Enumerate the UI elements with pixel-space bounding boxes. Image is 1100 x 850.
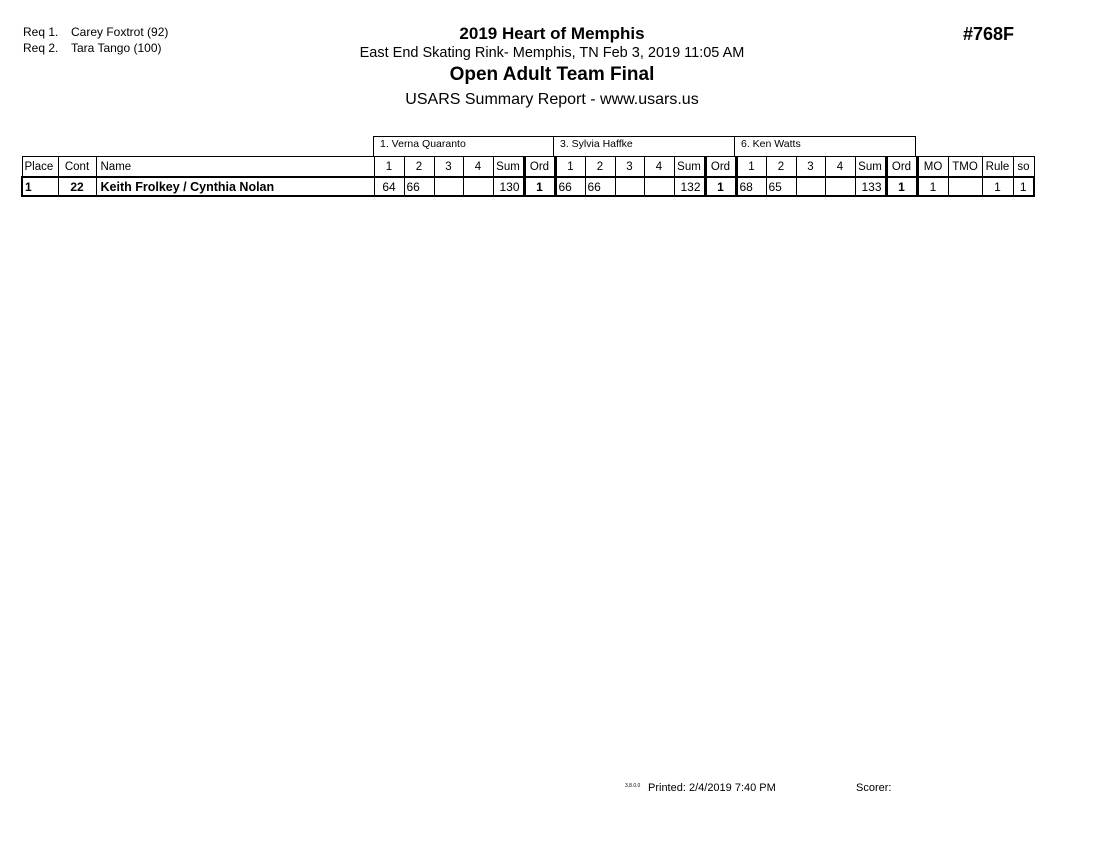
scorer-label: Scorer: bbox=[856, 782, 892, 794]
cell-j2-score-2: 66 bbox=[585, 177, 615, 196]
header-j3-sum: Sum bbox=[855, 157, 886, 178]
cell-j3-score-4 bbox=[825, 177, 855, 196]
event-code: #768F bbox=[963, 24, 1015, 44]
header-name: Name bbox=[96, 157, 374, 178]
printed-timestamp: Printed: 2/4/2019 7:40 PM bbox=[648, 782, 776, 794]
cell-j3-sum: 133 bbox=[855, 177, 886, 196]
report-title: USARS Summary Report - www.usars.us bbox=[405, 91, 699, 108]
cell-j1-score-1: 64 bbox=[374, 177, 404, 196]
cell-j3-ord: 1 bbox=[886, 177, 917, 196]
header-rule: Rule bbox=[982, 157, 1013, 178]
cell-mo: 1 bbox=[917, 177, 948, 196]
header-j3-4: 4 bbox=[825, 157, 855, 178]
cell-j3-score-1: 68 bbox=[736, 177, 766, 196]
header-j1-ord: Ord bbox=[524, 157, 555, 178]
event-title: Open Adult Team Final bbox=[449, 64, 655, 85]
cell-j1-sum: 130 bbox=[493, 177, 524, 196]
cell-j1-score-3 bbox=[434, 177, 463, 196]
header-j2-2: 2 bbox=[585, 157, 615, 178]
header-j1-4: 4 bbox=[463, 157, 493, 178]
header-j2-sum: Sum bbox=[674, 157, 705, 178]
header-j1-1: 1 bbox=[374, 157, 404, 178]
software-version: 3.8.0.0 bbox=[625, 783, 641, 789]
cell-j3-score-2: 65 bbox=[766, 177, 796, 196]
cell-j1-score-4 bbox=[463, 177, 493, 196]
header-j3-ord: Ord bbox=[886, 157, 917, 178]
header-j2-4: 4 bbox=[644, 157, 674, 178]
cell-j2-score-4 bbox=[644, 177, 674, 196]
header-j1-3: 3 bbox=[434, 157, 463, 178]
cell-j2-score-1: 66 bbox=[555, 177, 585, 196]
column-header-row bbox=[22, 157, 1034, 178]
judge-header-2: 3. Sylvia Haffke bbox=[553, 136, 735, 156]
cell-tmo bbox=[948, 177, 982, 196]
cell-cont: 22 bbox=[58, 177, 96, 196]
cell-name: Keith Frolkey / Cynthia Nolan bbox=[96, 177, 374, 196]
header-mo: MO bbox=[917, 157, 948, 178]
requirement-text: Tara Tango (100) bbox=[71, 41, 162, 55]
cell-j1-score-2: 66 bbox=[404, 177, 434, 196]
header-place: Place bbox=[22, 157, 58, 178]
judge-header-3: 6. Ken Watts bbox=[734, 136, 916, 156]
cell-j3-score-3 bbox=[796, 177, 825, 196]
cell-j2-score-3 bbox=[615, 177, 644, 196]
cell-rule: 1 bbox=[982, 177, 1013, 196]
header-j3-2: 2 bbox=[766, 157, 796, 178]
requirement-number: Req 1. bbox=[23, 25, 59, 39]
cell-place: 1 bbox=[22, 177, 58, 196]
cell-j2-ord: 1 bbox=[705, 177, 736, 196]
header-tmo: TMO bbox=[948, 157, 982, 178]
header-j2-ord: Ord bbox=[705, 157, 736, 178]
header-j3-3: 3 bbox=[796, 157, 825, 178]
header-cont: Cont bbox=[58, 157, 96, 178]
header-j2-1: 1 bbox=[555, 157, 585, 178]
header-j1-2: 2 bbox=[404, 157, 434, 178]
header-j2-3: 3 bbox=[615, 157, 644, 178]
header-so: so bbox=[1013, 157, 1034, 178]
judge-header-1: 1. Verna Quaranto bbox=[373, 136, 554, 156]
competition-title: 2019 Heart of Memphis bbox=[459, 24, 645, 43]
results-table bbox=[21, 156, 1035, 197]
requirement-number: Req 2. bbox=[23, 41, 59, 55]
header-j3-1: 1 bbox=[736, 157, 766, 178]
cell-so: 1 bbox=[1013, 177, 1034, 196]
table-row bbox=[22, 177, 1034, 196]
cell-j1-ord: 1 bbox=[524, 177, 555, 196]
venue-date: East End Skating Rink- Memphis, TN Feb 3, 2019 11:05 AM bbox=[359, 45, 745, 61]
cell-j2-sum: 132 bbox=[674, 177, 705, 196]
requirement-text: Carey Foxtrot (92) bbox=[71, 25, 169, 39]
header-j1-sum: Sum bbox=[493, 157, 524, 178]
